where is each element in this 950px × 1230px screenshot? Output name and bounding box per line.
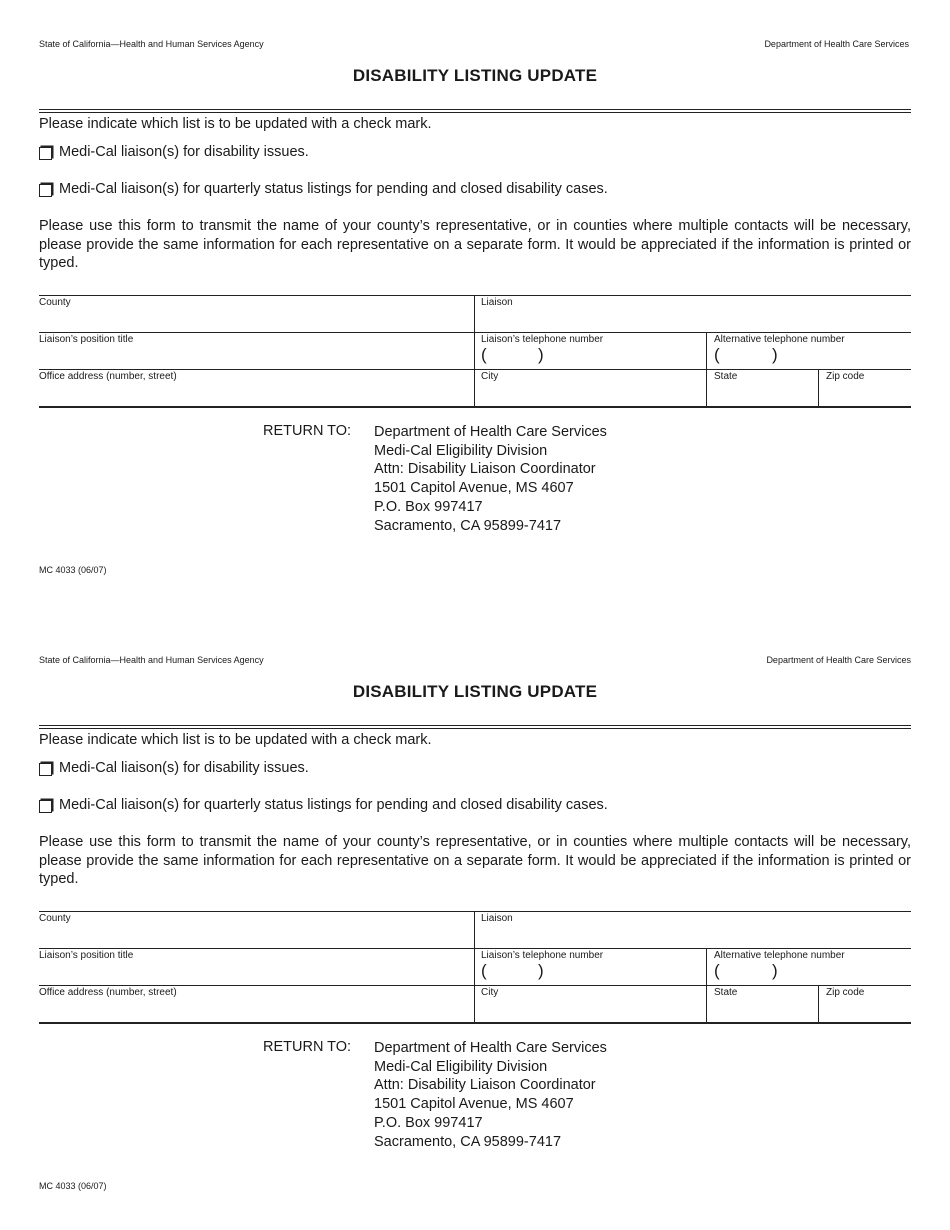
agency-name: State of California—Health and Human Services Agency [39, 39, 264, 49]
option-disability-issues [39, 760, 309, 776]
county-label: County [39, 913, 71, 924]
liaison-info-grid [39, 911, 911, 1026]
grid-divider [706, 332, 707, 406]
title-divider [39, 109, 911, 113]
alt-area-code-open: ( [714, 961, 720, 980]
grid-rule [39, 948, 911, 949]
alt-area-code-close: ) [772, 345, 778, 364]
option-disability-issues [39, 144, 309, 160]
office-address-label: Office address (number, street) [39, 987, 177, 998]
department-name: Department of Health Care Services [764, 39, 909, 49]
zip-field[interactable] [826, 371, 908, 404]
alt-telephone-field[interactable] [714, 334, 909, 367]
city-field[interactable] [481, 987, 701, 1020]
office-address-field[interactable] [39, 371, 469, 404]
check-instruction: Please indicate which list is to be updated with a check mark. [39, 116, 432, 132]
liaison-info-grid [39, 295, 911, 410]
form-number: MC 4033 (06/07) [39, 565, 107, 575]
city-field[interactable] [481, 371, 701, 404]
form-title: DISABILITY LISTING UPDATE [352, 66, 598, 85]
position-title-field[interactable] [39, 950, 469, 983]
grid-rule [39, 406, 911, 408]
return-address-line: P.O. Box 997417 [374, 1114, 483, 1131]
zip-label: Zip code [826, 371, 865, 382]
option-label: Medi-Cal liaison(s) for disability issues. [59, 144, 309, 160]
area-code-open: ( [481, 961, 487, 980]
option-label: Medi-Cal liaison(s) for quarterly status listings for pending and closed disability cases. [59, 181, 608, 197]
department-name: Department of Health Care Services [766, 655, 911, 665]
grid-divider [818, 985, 819, 1022]
grid-rule [39, 369, 911, 370]
grid-divider [818, 369, 819, 406]
return-address-line: 1501 Capitol Avenue, MS 4607 [374, 480, 574, 497]
area-code-close: ) [538, 961, 544, 980]
alt-telephone-field[interactable] [714, 950, 909, 983]
return-address-line: Medi-Cal Eligibility Division [374, 442, 548, 459]
office-address-field[interactable] [39, 987, 469, 1020]
area-code-open: ( [481, 345, 487, 364]
return-address-line: P.O. Box 997417 [374, 498, 483, 515]
position-title-field[interactable] [39, 334, 469, 367]
option-quarterly-listings [39, 797, 608, 813]
telephone-label: Liaison’s telephone number [481, 334, 604, 345]
alt-area-code-open: ( [714, 345, 720, 364]
return-address-line: Department of Health Care Services [374, 1040, 607, 1056]
grid-rule [39, 911, 911, 912]
disability-issues-checkbox[interactable] [39, 147, 52, 160]
city-label: City [481, 371, 499, 382]
form-instructions-paragraph: Please use this form to transmit the name of your county’s representative, or in counties where multiple contacts will be necessary, please provide the same information for each representative on a separate form. It would be appreciated if the information is printed or typed. [39, 218, 911, 272]
alt-area-code-close: ) [772, 961, 778, 980]
county-field[interactable] [39, 913, 469, 946]
area-code-close: ) [538, 345, 544, 364]
return-address [374, 1039, 607, 1151]
grid-divider [474, 911, 475, 1022]
return-address-line: Attn: Disability Liaison Coordinator [374, 1077, 596, 1094]
liaison-field[interactable] [481, 913, 906, 946]
return-address-line: 1501 Capitol Avenue, MS 4607 [374, 1096, 574, 1113]
return-address-line: Department of Health Care Services [374, 424, 607, 440]
grid-rule [39, 295, 911, 296]
zip-field[interactable] [826, 987, 908, 1020]
county-field[interactable] [39, 297, 469, 330]
zip-label: Zip code [826, 987, 865, 998]
option-label: Medi-Cal liaison(s) for disability issues. [59, 760, 309, 776]
grid-divider [706, 948, 707, 1022]
state-field[interactable] [714, 987, 814, 1020]
state-label: State [714, 371, 738, 382]
return-address [374, 423, 607, 535]
return-address-line: Attn: Disability Liaison Coordinator [374, 461, 596, 478]
position-title-label: Liaison’s position title [39, 334, 134, 345]
return-address-line: Sacramento, CA 95899-7417 [374, 517, 562, 534]
grid-rule [39, 332, 911, 333]
title-divider [39, 725, 911, 729]
telephone-field[interactable] [481, 334, 701, 367]
form-copy-1 [39, 36, 911, 596]
form-instructions-paragraph: Please use this form to transmit the name of your county’s representative, or in counties where multiple contacts will be necessary, please provide the same information for each representative on a separate form. It would be appreciated if the information is printed or typed. [39, 834, 911, 888]
form-copy-2 [39, 652, 911, 1212]
form-title: DISABILITY LISTING UPDATE [352, 682, 598, 701]
form-number: MC 4033 (06/07) [39, 1181, 107, 1191]
state-field[interactable] [714, 371, 814, 404]
agency-name: State of California—Health and Human Services Agency [39, 655, 264, 665]
option-label: Medi-Cal liaison(s) for quarterly status listings for pending and closed disability cases. [59, 797, 608, 813]
telephone-label: Liaison’s telephone number [481, 950, 604, 961]
alt-telephone-label: Alternative telephone number [714, 334, 845, 345]
return-to-label: RETURN TO: [263, 423, 352, 439]
quarterly-listings-checkbox[interactable] [39, 184, 52, 197]
county-label: County [39, 297, 71, 308]
check-instruction: Please indicate which list is to be updated with a check mark. [39, 732, 432, 748]
return-address-line: Sacramento, CA 95899-7417 [374, 1133, 562, 1150]
city-label: City [481, 987, 499, 998]
return-address-line: Medi-Cal Eligibility Division [374, 1058, 548, 1075]
state-label: State [714, 987, 738, 998]
liaison-field[interactable] [481, 297, 906, 330]
quarterly-listings-checkbox[interactable] [39, 800, 52, 813]
telephone-field[interactable] [481, 950, 701, 983]
office-address-label: Office address (number, street) [39, 371, 177, 382]
grid-rule [39, 1022, 911, 1024]
grid-divider [474, 295, 475, 406]
grid-rule [39, 985, 911, 986]
liaison-label: Liaison [481, 297, 513, 308]
liaison-label: Liaison [481, 913, 513, 924]
position-title-label: Liaison’s position title [39, 950, 134, 961]
disability-issues-checkbox[interactable] [39, 763, 52, 776]
alt-telephone-label: Alternative telephone number [714, 950, 845, 961]
option-quarterly-listings [39, 181, 608, 197]
return-to-label: RETURN TO: [263, 1039, 352, 1055]
